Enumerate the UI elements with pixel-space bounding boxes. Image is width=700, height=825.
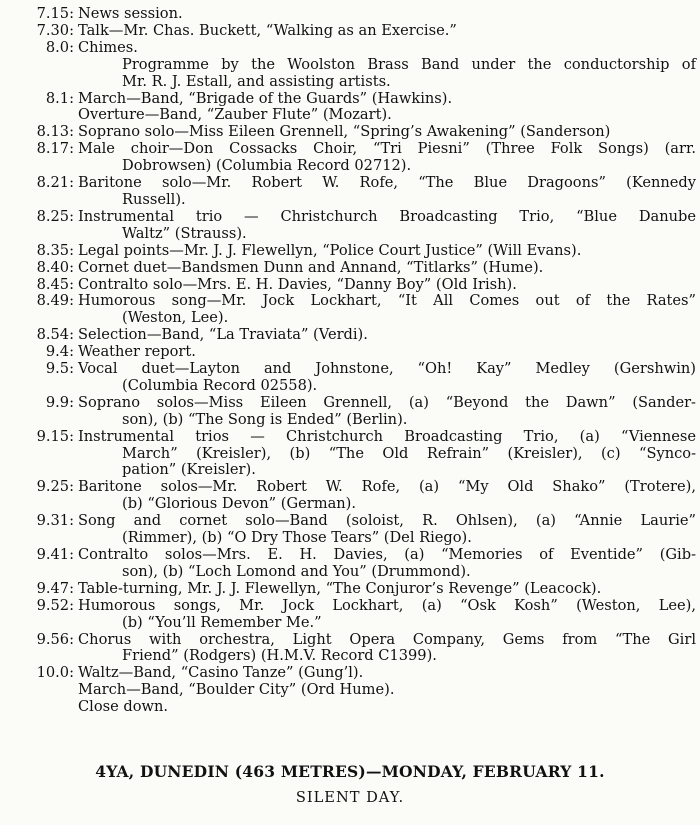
entry-time: 8.13: [36,123,74,141]
programme-entry [16,107,696,124]
entry-line: Selection—Band, “La Traviata” (Verdi). [78,326,368,344]
programme-entry [16,632,696,666]
entry-text [78,23,696,40]
entry-line: Programme by the Woolston Brass Band under the conductorship of [122,55,696,73]
entry-text [78,598,696,632]
entry-text [78,682,696,699]
programme-entry [16,581,696,598]
programme-entry [16,209,696,243]
entry-time: 8.45: [36,275,74,293]
entry-text [78,395,696,429]
entry-text [78,6,696,23]
entry-line: March—Band, “Brigade of the Guards” (Hawkins). [78,89,453,107]
entry-time: 9.15: [36,427,74,445]
entry-time: 8.40: [36,258,74,276]
entry-line: Legal points—Mr. J. J. Flewellyn, “Police Court Justice” (Will Evans). [78,241,582,259]
entry-line: Instrumental trio — Christchurch Broadcasting Trio, “Blue Danube [78,207,696,225]
entry-line: News session. [78,5,183,22]
programme-entry [16,395,696,429]
entry-line: (Columbia Record 02558). [122,376,318,394]
entry-line: (b) “You’ll Remember Me.” [122,613,322,631]
entry-time: 8.0: [45,38,74,56]
entry-time: 9.47: [36,579,74,597]
entry-line: Baritone solos—Mr. Robert W. Rofe, (a) “My Old Shako” (Trotere), [78,478,696,496]
entry-text [78,632,696,666]
entry-text [78,513,696,547]
programme-list [16,6,696,716]
entry-time [16,682,78,699]
entry-text [78,107,696,124]
entry-text [78,175,696,209]
programme-entry [16,141,696,175]
programme-entry [16,429,696,480]
entry-line: Friend” (Rodgers) (H.M.V. Record C1399). [122,647,437,665]
entry-line: Weather report. [78,343,196,361]
entry-time: 8.1: [45,89,74,107]
entry-text [78,327,696,344]
programme-entry [16,6,696,23]
entry-time: 8.35: [36,241,74,259]
programme-entry [16,547,696,581]
entry-time: 9.25: [36,478,74,496]
programme-entry [16,277,696,294]
entry-time: 9.41: [36,546,74,563]
station-heading: 4YA, DUNEDIN (463 METRES)—MONDAY, FEBRUARY 11. [95,762,605,781]
entry-text [78,141,696,175]
entry-line: Cornet duet—Bandsmen Dunn and Annand, “Titlarks” (Hume). [78,258,544,276]
entry-time: 9.52: [36,596,74,614]
programme-entry [16,598,696,632]
programme-entry [16,40,696,57]
silent-day-note: SILENT DAY. [295,789,405,806]
entry-time [16,107,78,124]
programme-entry [16,260,696,277]
entry-text [78,124,696,141]
entry-time: 9.4: [45,343,74,361]
programme-entry [16,57,696,91]
entry-time: 9.5: [45,360,74,378]
entry-line: Instrumental trios — Christchurch Broadcasting Trio, (a) “Viennese [78,427,696,445]
entry-text [78,277,696,294]
entry-time: 8.21: [36,174,74,192]
entry-time: 9.9: [45,393,74,411]
entry-line: March” (Kreisler), (b) “The Old Refrain” (Kreisler), (c) “Synco- [122,444,696,462]
entry-time: 9.31: [36,512,74,530]
entry-text [78,429,696,480]
entry-line: Song and cornet solo—Band (soloist, R. Ohlsen), (a) “Annie Laurie” [78,512,696,530]
entry-text [78,91,696,108]
entry-line: Vocal duet—Layton and Johnstone, “Oh! Kay” Medley (Gershwin) [78,360,696,378]
entry-text [78,243,696,260]
entry-line: Humorous songs, Mr. Jock Lockhart, (a) “Osk Kosh” (Weston, Lee), [78,596,696,614]
programme-entry [16,344,696,361]
entry-line: Overture—Band, “Zauber Flute” (Mozart). [78,106,392,124]
entry-line: son), (b) “Loch Lomond and You” (Drummond). [122,562,471,580]
programme-entry [16,327,696,344]
entry-text [78,293,696,327]
entry-time [16,57,78,91]
entry-line: Russell). [122,190,186,208]
programme-entry [16,361,696,395]
entry-text [78,547,696,581]
entry-text [78,57,696,91]
entry-text [78,260,696,277]
entry-line: pation” (Kreisler). [122,461,256,479]
entry-time: 8.25: [36,207,74,225]
programme-entry [16,513,696,547]
entry-line: Talk—Mr. Chas. Buckett, “Walking as an Exercise.” [78,21,457,39]
entry-text [78,699,696,716]
entry-line: Male choir—Don Cossacks Choir, “Tri Piesni” (Three Folk Songs) (arr. [78,140,696,158]
entry-time: 10.0: [36,664,74,682]
entry-line: March—Band, “Boulder City” (Ord Hume). [78,681,395,699]
programme-entry [16,682,696,699]
entry-line: (Weston, Lee). [122,309,229,327]
entry-line: Table-turning, Mr. J. J. Flewellyn, “The Conjuror’s Revenge” (Leacock). [78,579,602,597]
entry-text [78,361,696,395]
entry-line: (Rimmer), (b) “O Dry Those Tears” (Del Riego). [122,529,472,547]
entry-text [78,581,696,598]
entry-line: son), (b) “The Song is Ended” (Berlin). [122,410,408,428]
entry-line: Chimes. [78,38,138,56]
programme-entry [16,243,696,260]
programme-entry [16,23,696,40]
entry-time: 7.30: [36,21,74,39]
programme-entry [16,699,696,716]
entry-text [78,479,696,513]
programme-entry [16,479,696,513]
entry-time: 8.54: [36,326,74,344]
entry-line: Dobrowsen) (Columbia Record 02712). [122,157,412,175]
entry-text [78,344,696,361]
entry-time: 8.49: [36,292,74,310]
entry-line: Contralto solo—Mrs. E. H. Davies, “Danny Boy” (Old Irish). [78,275,517,293]
programme-entry [16,91,696,108]
programme-entry [16,665,696,682]
entry-line: Humorous song—Mr. Jock Lockhart, “It All Comes out of the Rates” [78,292,696,310]
entry-line: Close down. [78,698,169,716]
entry-time: 7.15: [36,5,74,22]
entry-time: 8.17: [36,140,74,158]
entry-text [78,40,696,57]
entry-text [78,209,696,243]
entry-line: Chorus with orchestra, Light Opera Company, Gems from “The Girl [78,630,696,648]
entry-line: Soprano solo—Miss Eileen Grennell, “Spring’s Awakening” (Sanderson) [78,123,611,141]
programme-entry [16,293,696,327]
entry-line: Mr. R. J. Estall, and assisting artists. [122,72,391,90]
entry-line: Baritone solo—Mr. Robert W. Rofe, “The Blue Dragoons” (Kennedy [78,174,696,192]
entry-line: Waltz—Band, “Casino Tanze” (Gung’l). [78,664,364,682]
programme-entry [16,175,696,209]
entry-time: 9.56: [36,630,74,648]
entry-line: (b) “Glorious Devon” (German). [122,495,356,513]
entry-line: Waltz” (Strauss). [122,224,247,242]
entry-text [78,665,696,682]
entry-time [16,699,78,716]
programme-entry [16,124,696,141]
entry-line: Soprano solos—Miss Eileen Grennell, (a) “Beyond the Dawn” (Sander- [78,393,696,411]
entry-line: Contralto solos—Mrs. E. H. Davies, (a) “Memories of Eventide” (Gib- [78,546,696,563]
